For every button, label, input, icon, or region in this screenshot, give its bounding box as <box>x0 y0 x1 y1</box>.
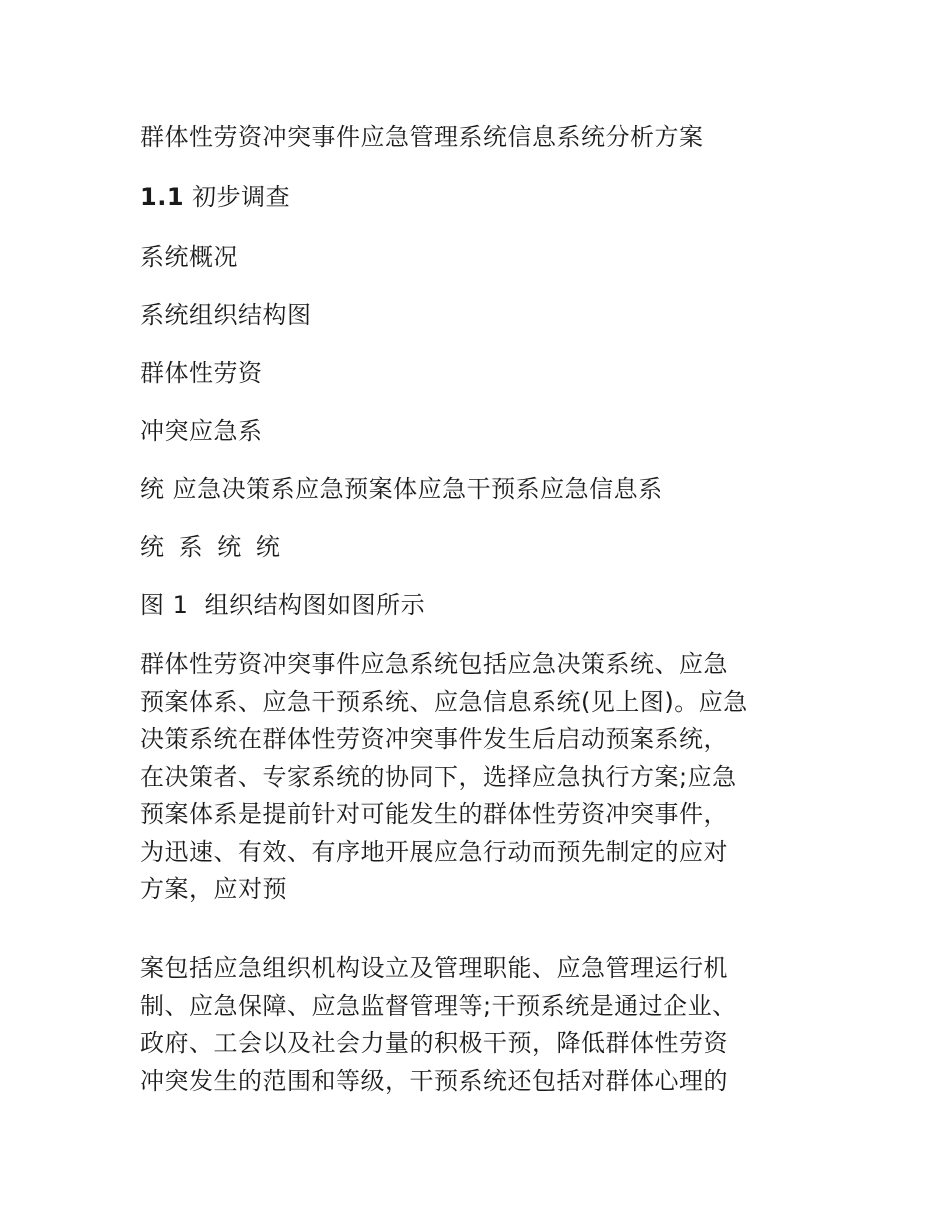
org-chart-line: 统 应急决策系应急预案体应急干预系应急信息系 <box>140 475 663 503</box>
paragraph-line: 案包括应急组织机构设立及管理职能、应急管理运行机 <box>140 954 728 982</box>
paragraph-line: 预案体系是提前针对可能发生的群体性劳资冲突事件， <box>140 800 728 828</box>
org-chart-line: 群体性劳资 <box>140 359 263 387</box>
subheading-org-chart: 系统组织结构图 <box>140 301 312 329</box>
paragraph-line: 冲突发生的范围和等级，干预系统还包括对群体心理的 <box>140 1066 728 1095</box>
section-number: 1.1 <box>140 183 185 211</box>
paragraph-line: 在决策者、专家系统的协同下，选择应急执行方案;应急 <box>140 762 737 791</box>
paragraph-line: 政府、工会以及社会力量的积极干预，降低群体性劳资 <box>140 1029 728 1057</box>
document-title: 群体性劳资冲突事件应急管理系统信息系统分析方案 <box>140 123 704 151</box>
paragraph-line: 方案，应对预 <box>140 875 287 903</box>
paragraph-line: 群体性劳资冲突事件应急系统包括应急决策系统、应急 <box>140 650 728 678</box>
section-title: 初步调查 <box>192 183 291 211</box>
paragraph-line: 预案体系、应急干预系统、应急信息系统(见上图)。应急 <box>140 687 748 716</box>
figure-caption: 图 1 组织结构图如图所示 <box>140 591 426 619</box>
subheading-overview: 系统概况 <box>140 243 238 271</box>
paragraph-2 <box>140 950 820 1100</box>
org-chart-line: 统 系 统 统 <box>140 533 281 561</box>
paragraph-line: 决策系统在群体性劳资冲突事件发生后启动预案系统， <box>140 725 728 753</box>
paragraph-1 <box>140 646 820 909</box>
paragraph-line: 制、应急保障、应急监督管理等;干预系统是通过企业、 <box>140 991 737 1020</box>
section-heading <box>140 182 290 212</box>
paragraph-line: 为迅速、有效、有序地开展应急行动而预先制定的应对 <box>140 837 728 866</box>
org-chart-line: 冲突应急系 <box>140 417 263 445</box>
